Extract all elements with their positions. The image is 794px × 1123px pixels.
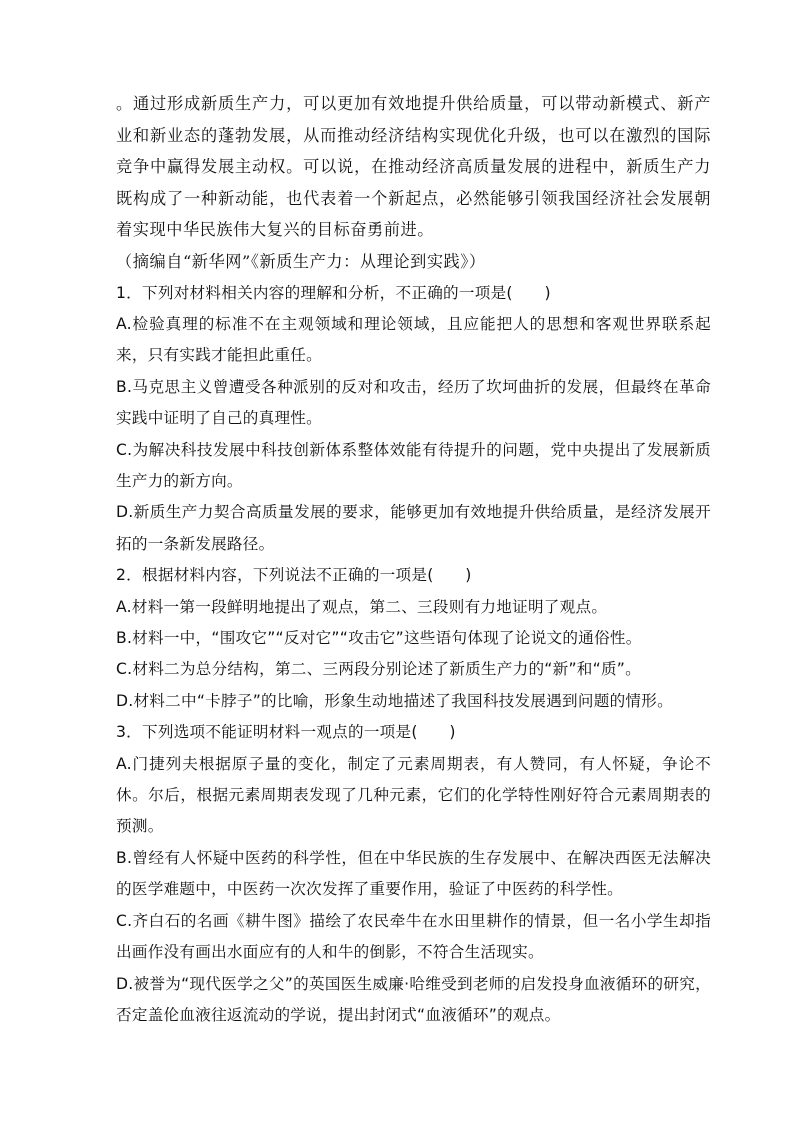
option-c: C.材料二为总分结构，第二、三两段分别论述了新质生产力的“新”和“质”。 (116, 660, 641, 679)
question-stem: 2．根据材料内容，下列说法不正确的一项是( ) (116, 566, 472, 585)
question-list (116, 278, 711, 1032)
question-2 (116, 560, 711, 717)
option-c: C.为解决科技发展中科技创新体系整体效能有待提升的问题，党中央提出了发展新质生产力的新方向。 (116, 440, 711, 490)
reading-passage (116, 88, 711, 278)
option-b: B.材料一中，“围攻它”“反对它”“攻击它”这些语句体现了论说文的通俗性。 (116, 629, 642, 648)
option-d: D.被誉为“现代医学之父”的英国医生威廉·哈维受到老师的启发投身血液循环的研究，否定盖伦血液往返流动的学说，提出封闭式“血液循环”的观点。 (116, 974, 711, 1024)
option-d: D.新质生产力契合高质量发展的要求，能够更加有效地提升供给质量，是经济发展开拓的一条新发展路径。 (116, 503, 711, 553)
passage-paragraph: 。通过形成新质生产力，可以更加有效地提升供给质量，可以带动新模式、新产业和新业态的蓬勃发展，从而推动经济结构实现优化升级，也可以在激烈的国际竞争中赢得发展主动权。可以说，在推动经济高质量发展的进程中，新质生产力既构成了一种新动能，也代表着一个新起点，必然能够引领我国经济社会发展朝着实现中华民族伟大复兴的目标奋勇前进。 (116, 94, 711, 240)
option-b: B.曾经有人怀疑中医药的科学性，但在中华民族的生存发展中、在解决西医无法解决的医学难题中，中医药一次次发挥了重要作用，验证了中医药的科学性。 (116, 848, 711, 899)
passage-source: （摘编自“新华网”《新质生产力：从理论到实践》） (116, 251, 486, 271)
question-1 (116, 278, 711, 561)
option-d: D.材料二中“卡脖子”的比喻，形象生动地描述了我国科技发展遇到问题的情形。 (116, 691, 673, 710)
option-c: C.齐白石的名画《耕牛图》描绘了农民牵牛在水田里耕作的情景，但一名小学生却指出画作没有画出水面应有的人和牛的倒影，不符合生活现实。 (116, 911, 711, 962)
option-a: A.材料一第一段鲜明地提出了观点，第二、三段则有力地证明了观点。 (116, 597, 608, 616)
option-b: B.马克思主义曾遭受各种派别的反对和攻击，经历了坎坷曲折的发展，但最终在革命实践中证明了自己的真理性。 (116, 377, 711, 428)
question-stem: 1．下列对材料相关内容的理解和分析，不正确的一项是( ) (116, 283, 551, 302)
option-a: A.检验真理的标准不在主观领域和理论领域，且应能把人的思想和客观世界联系起来，只有实践才能担此重任。 (116, 314, 711, 365)
question-stem: 3．下列选项不能证明材料一观点的一项是( ) (116, 723, 456, 742)
question-3 (116, 717, 711, 1031)
option-a: A.门捷列夫根据原子量的变化，制定了元素周期表，有人赞同，有人怀疑，争论不休。尔后，根据元素周期表发现了几种元素，它们的化学特性刚好符合元素周期表的预测。 (116, 754, 711, 836)
page-content (116, 88, 711, 1031)
